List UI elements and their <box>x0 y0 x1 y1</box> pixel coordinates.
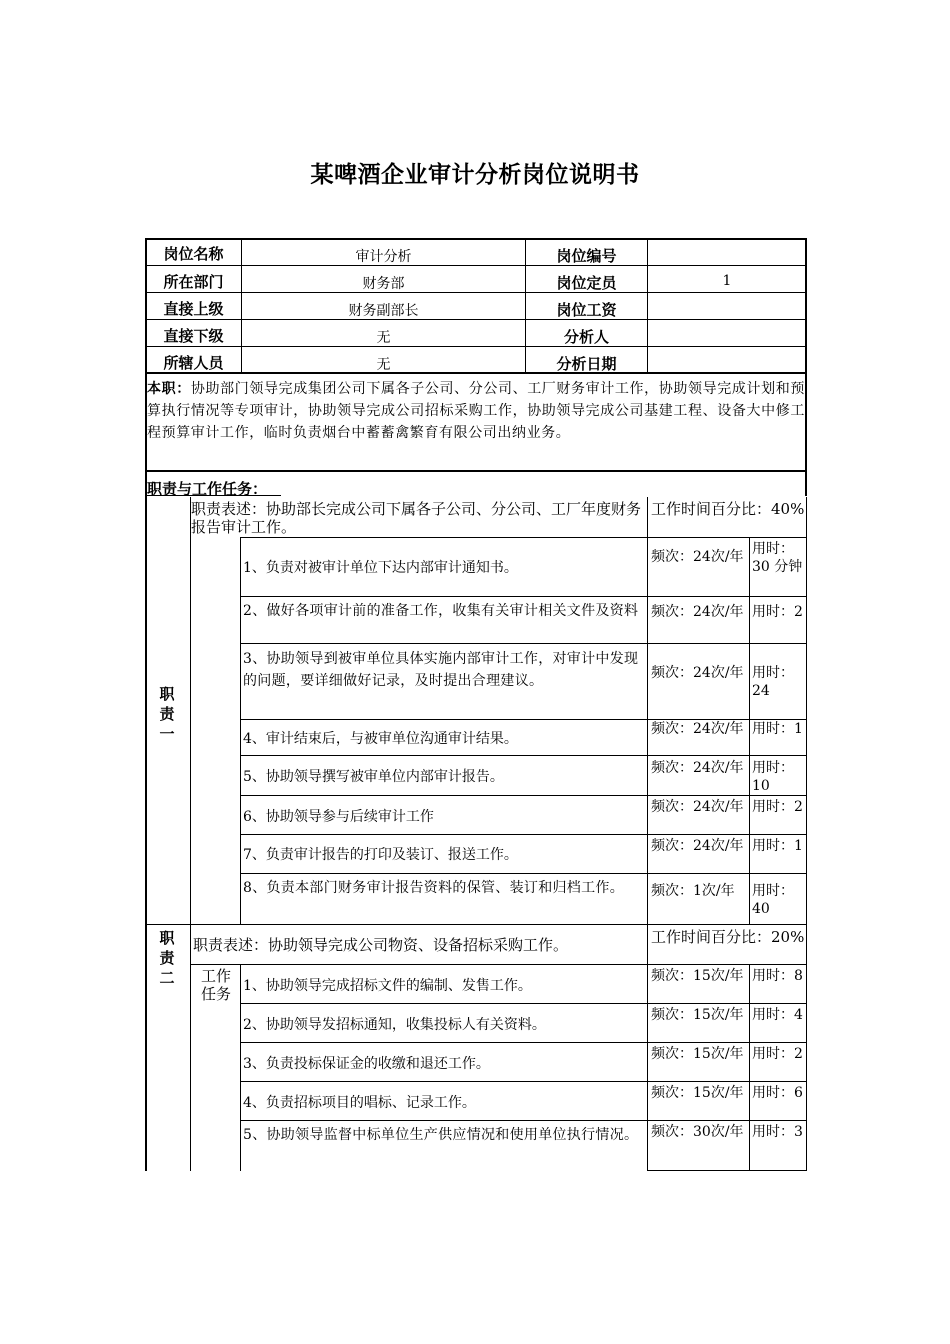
label-direct-superior: 直接上级 <box>163 300 224 318</box>
label-analyst: 分析人 <box>563 328 609 346</box>
d1-freq-3: 频次：24次/年 <box>651 665 744 681</box>
d1-task-1: 1、负责对被审计单位下达内部审计通知书。 <box>243 560 518 576</box>
duty1-label: 职责一 <box>159 685 175 743</box>
d1-freq-8: 频次：1次/年 <box>651 883 735 899</box>
d1-time-6: 用时：2 <box>752 799 803 815</box>
d2-time-1: 用时：8 <box>752 968 803 984</box>
d2-task-4: 4、负责招标项目的唱标、记录工作。 <box>243 1095 476 1111</box>
d1-task-8: 8、负责本部门财务审计报告资料的保管、装订和归档工作。 <box>243 880 625 896</box>
value-direct-subordinate: 无 <box>376 330 391 346</box>
d2-freq-3: 频次：15次/年 <box>651 1046 744 1062</box>
label-position-name: 岗位名称 <box>163 245 224 263</box>
duty2-label: 职责二 <box>159 929 175 987</box>
d2-task-2: 2、协助领导发招标通知，收集投标人有关资料。 <box>243 1017 546 1033</box>
d1-time-8: 用时：40 <box>752 883 794 917</box>
duty1-time-percent: 工作时间百分比：40% <box>651 500 805 518</box>
value-direct-superior: 财务副部长 <box>348 303 419 319</box>
d1-time-4: 用时：1 <box>752 721 803 737</box>
value-staff: 无 <box>376 357 391 373</box>
section-title: 职责与工作任务： <box>147 480 268 498</box>
duty2-time-percent: 工作时间百分比：20% <box>651 928 805 946</box>
d1-freq-5: 频次：24次/年 <box>651 760 744 776</box>
d1-time-2: 用时：2 <box>752 604 803 620</box>
d2-task-1: 1、协助领导完成招标文件的编制、发售工作。 <box>243 978 532 994</box>
value-position-name: 审计分析 <box>355 249 412 265</box>
duty1-description: 职责表述：协助部长完成公司下属各子公司、分公司、工厂年度财务报告审计工作。 <box>191 500 642 536</box>
d1-freq-4: 频次：24次/年 <box>651 721 744 737</box>
d2-task-3: 3、负责投标保证金的收缴和退还工作。 <box>243 1056 490 1072</box>
d2-time-2: 用时：4 <box>752 1007 803 1023</box>
d1-time-1: 用时：30 分钟 <box>752 541 803 575</box>
d2-time-4: 用时：6 <box>752 1085 803 1101</box>
d1-freq-7: 频次：24次/年 <box>651 838 744 854</box>
d2-time-5: 用时：3 <box>752 1124 803 1140</box>
d2-freq-1: 频次：15次/年 <box>651 968 744 984</box>
label-headcount: 岗位定员 <box>556 274 617 292</box>
d2-freq-4: 频次：15次/年 <box>651 1085 744 1101</box>
d1-time-5: 用时：10 <box>752 760 794 794</box>
value-headcount: 1 <box>722 273 732 289</box>
page-title: 某啤酒企业审计分析岗位说明书 <box>310 162 640 188</box>
label-position-code: 岗位编号 <box>556 247 617 265</box>
d1-task-4: 4、审计结束后，与被审单位沟通审计结果。 <box>243 731 518 747</box>
d1-task-5: 5、协助领导撰写被审单位内部审计报告。 <box>243 769 504 785</box>
label-direct-subordinate: 直接下级 <box>163 327 224 345</box>
d1-freq-1: 频次：24次/年 <box>651 549 744 565</box>
d2-freq-5: 频次：30次/年 <box>651 1124 744 1140</box>
value-department: 财务部 <box>362 276 405 292</box>
duty-text: 本职：协助部门领导完成集团公司下属各子公司、分公司、工厂财务审计工作，协助领导完成计划和预算执行情况等专项审计，协助领导完成公司招标采购工作，协助领导完成公司基建工程、设备大中修工程预算审计工作，临时负责烟台中蓄蓄禽繁育有限公司出纳业务。 <box>147 381 805 441</box>
duty2-description: 职责表述：协助领导完成公司物资、设备招标采购工作。 <box>193 936 569 954</box>
d1-freq-6: 频次：24次/年 <box>651 799 744 815</box>
d1-time-7: 用时：1 <box>752 838 803 854</box>
d2-task-5: 5、协助领导监督中标单位生产供应情况和使用单位执行情况。 <box>243 1127 639 1143</box>
label-analysis-date: 分析日期 <box>556 355 617 373</box>
duty2-task-label: 工作任务 <box>200 967 231 1003</box>
label-salary: 岗位工资 <box>556 301 617 319</box>
label-department: 所在部门 <box>163 273 224 291</box>
d1-time-3: 用时：24 <box>752 665 794 699</box>
d1-task-6: 6、协助领导参与后续审计工作 <box>243 809 434 825</box>
d1-task-2: 2、做好各项审计前的准备工作，收集有关审计相关文件及资料 <box>243 603 639 619</box>
label-staff: 所辖人员 <box>163 354 224 372</box>
d1-task-7: 7、负责审计报告的打印及装订、报送工作。 <box>243 847 518 863</box>
d2-freq-2: 频次：15次/年 <box>651 1007 744 1023</box>
d1-task-3: 3、协助领导到被审单位具体实施内部审计工作，对审计中发现的问题，要详细做好记录，及时提出合理建议。 <box>243 651 639 689</box>
d2-time-3: 用时：2 <box>752 1046 803 1062</box>
duty-label: 本职： <box>147 381 191 397</box>
d1-freq-2: 频次：24次/年 <box>651 604 744 620</box>
